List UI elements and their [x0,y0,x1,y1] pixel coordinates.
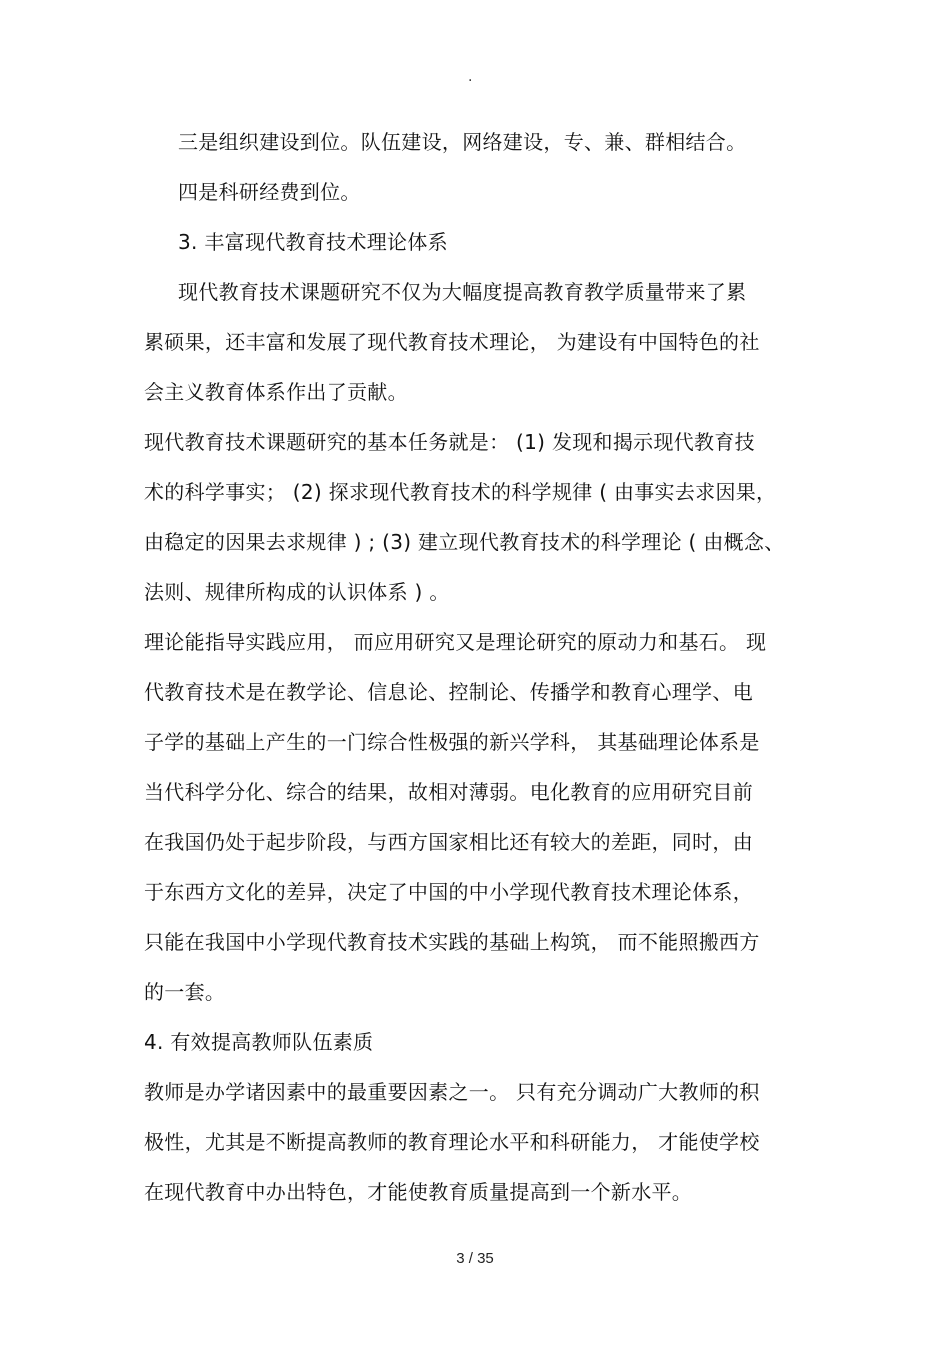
paragraph-line: 术的科学事实； (2) 探求现代教育技术的科学规律 ( 由事实去求因果， [144,480,777,504]
paragraph-line: 的一套。 [144,980,226,1004]
paragraph-line: 只能在我国中小学现代教育技术实践的基础上构筑， 而不能照搬西方 [144,930,760,954]
paragraph-line: 由稳定的因果去求规律 ) ; (3) 建立现代教育技术的科学理论 ( 由概念、 [144,530,785,554]
paragraph-line: 于东西方文化的差异，决定了中国的中小学现代教育技术理论体系， [144,880,753,904]
section-heading: 3. 丰富现代教育技术理论体系 [178,230,448,254]
paragraph-line: 法则、规律所构成的认识体系 ) 。 [144,580,450,604]
paragraph-line: 现代教育技术课题研究的基本任务就是： (1) 发现和揭示现代教育技 [144,430,755,454]
header-mark: . [468,69,473,85]
paragraph-line: 子学的基础上产生的一门综合性极强的新兴学科， 其基础理论体系是 [144,730,760,754]
paragraph-line: 当代科学分化、综合的结果，故相对薄弱。电化教育的应用研究目前 [144,780,753,804]
paragraph-line: 在现代教育中办出特色，才能使教育质量提高到一个新水平。 [144,1180,693,1204]
paragraph-line: 会主义教育体系作出了贡献。 [144,380,408,404]
paragraph-line: 理论能指导实践应用， 而应用研究又是理论研究的原动力和基石。 现 [144,630,767,654]
page-number: 3 / 35 [456,1250,494,1267]
paragraph-line: 累硕果，还丰富和发展了现代教育技术理论， 为建设有中国特色的社 [144,330,760,354]
paragraph-line: 教师是办学诸因素中的最重要因素之一。 只有充分调动广大教师的积 [144,1080,760,1104]
paragraph-line: 三是组织建设到位。队伍建设，网络建设，专、兼、群相结合。 [178,130,747,154]
section-heading: 4. 有效提高教师队伍素质 [144,1030,374,1054]
paragraph-line: 极性，尤其是不断提高教师的教育理论水平和科研能力， 才能使学校 [144,1130,760,1154]
paragraph-line: 在我国仍处于起步阶段，与西方国家相比还有较大的差距，同时，由 [144,830,753,854]
paragraph-line: 现代教育技术课题研究不仅为大幅度提高教育教学质量带来了累 [178,280,747,304]
paragraph-line: 代教育技术是在教学论、信息论、控制论、传播学和教育心理学、电 [144,680,753,704]
paragraph-line: 四是科研经费到位。 [178,180,361,204]
